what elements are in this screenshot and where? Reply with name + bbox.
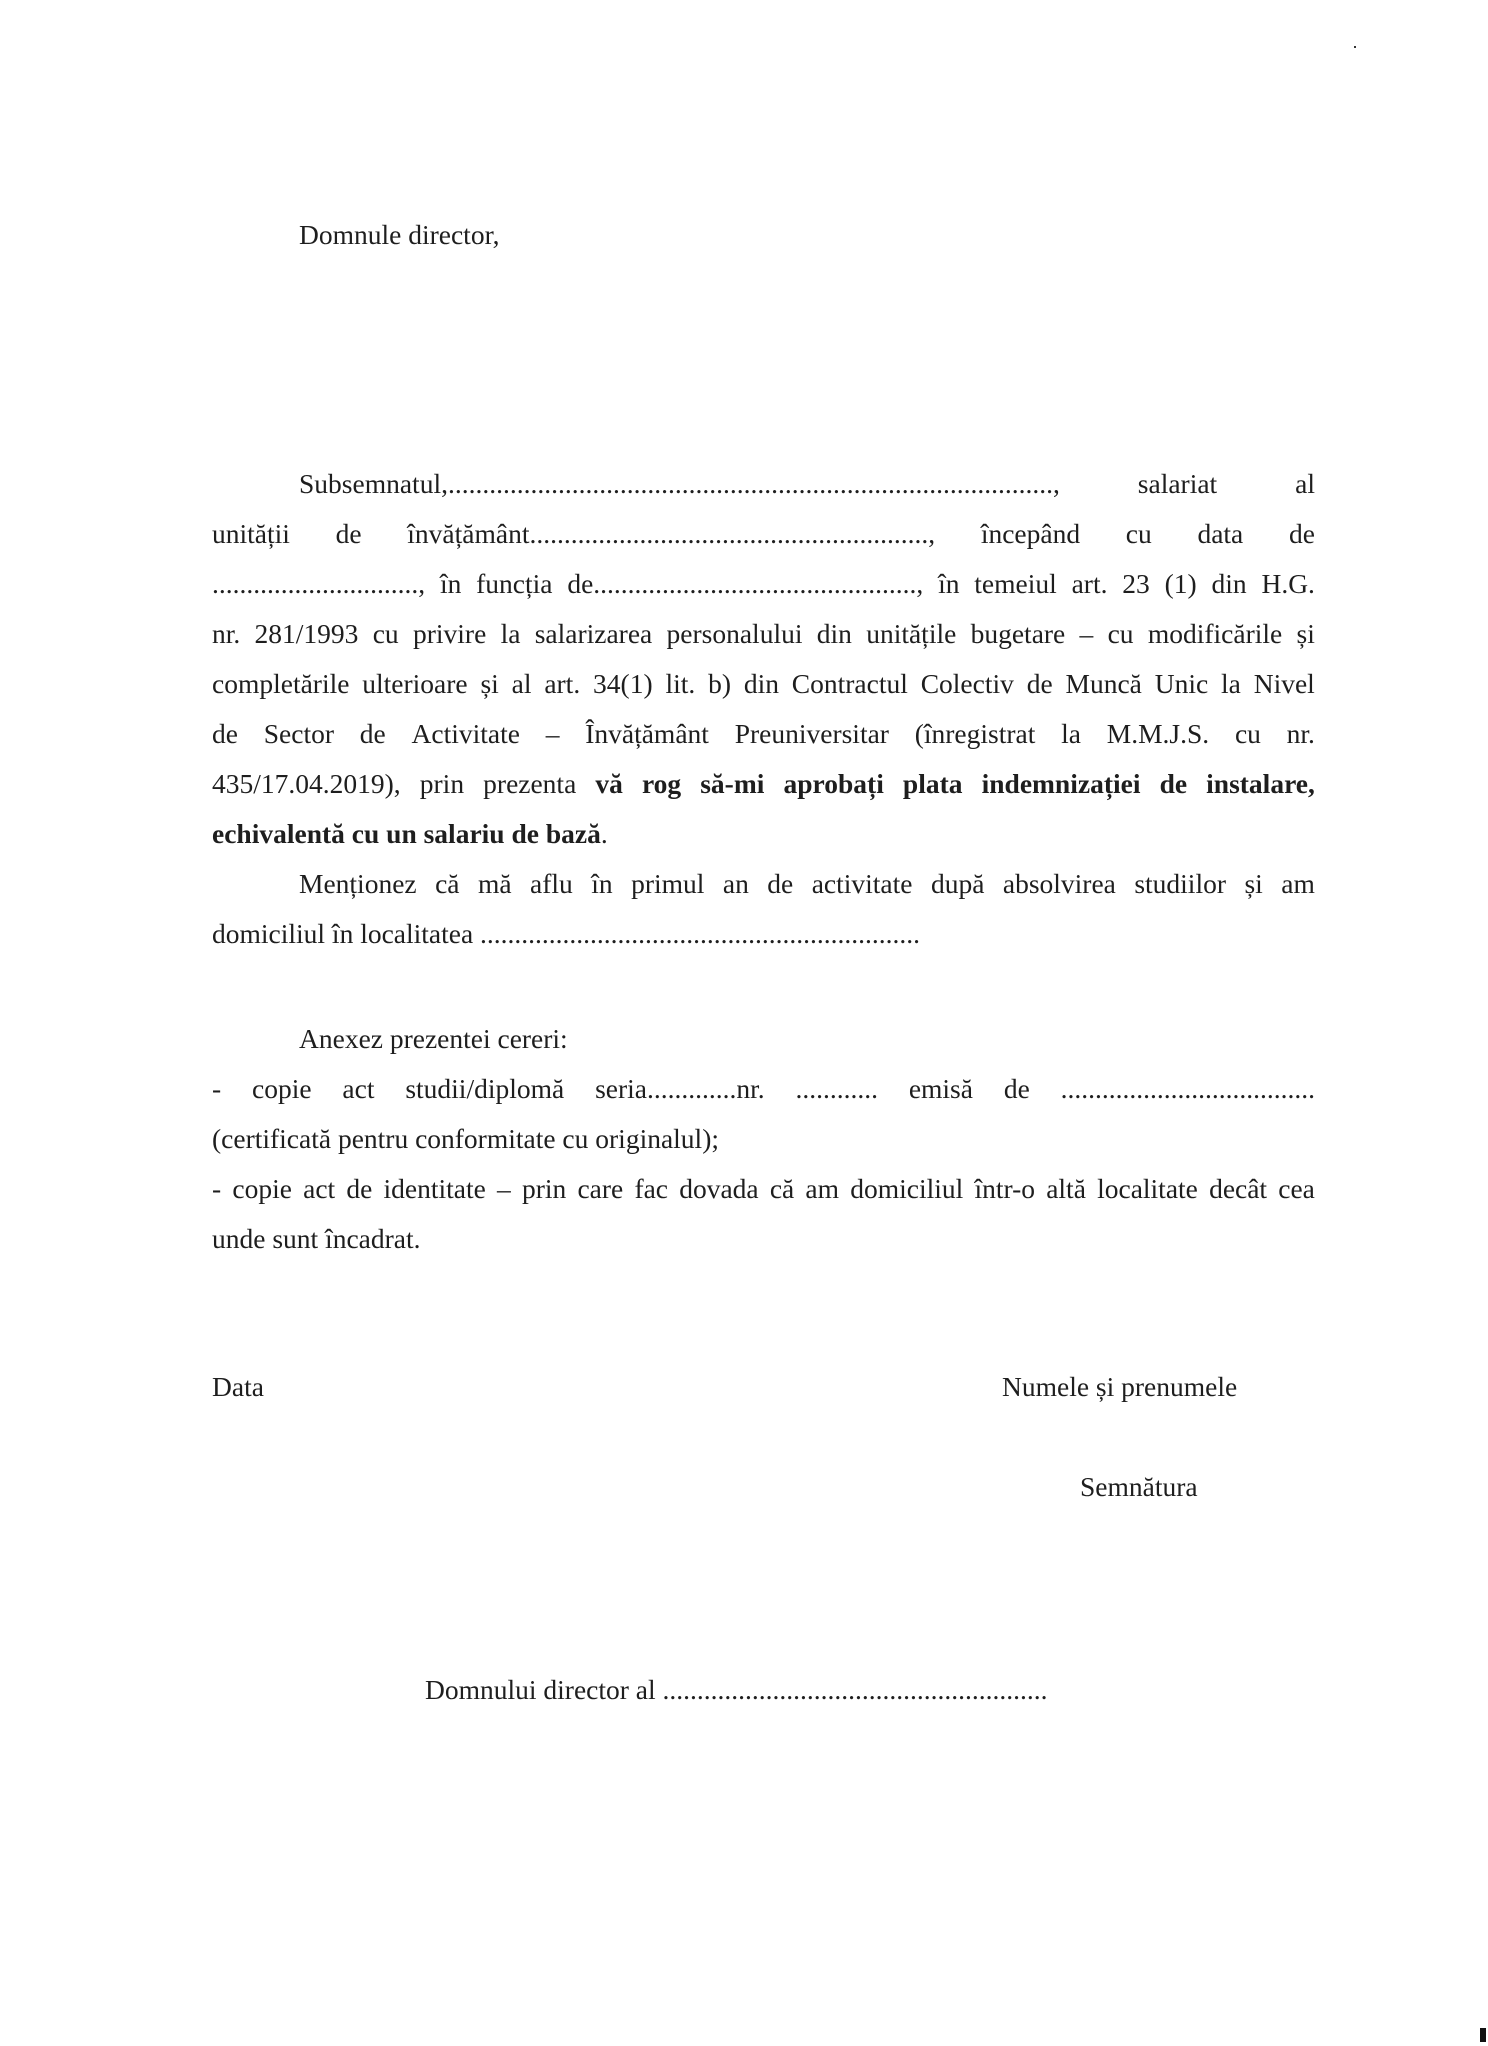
word: al: [511, 668, 532, 699]
word: primul: [631, 868, 705, 899]
word: nr.: [1286, 718, 1315, 749]
body-line-2: [212, 517, 1315, 551]
word: de: [767, 868, 794, 899]
word: Învățământ: [585, 718, 709, 749]
word: 435/17.04.2019),: [212, 768, 401, 799]
word: –: [545, 718, 560, 749]
word: Colectiv: [920, 668, 1014, 699]
annex-item-1-cont: (certificată pentru conformitate cu originalul);: [212, 1123, 719, 1154]
word: temeiul: [974, 568, 1057, 599]
word: cea: [1278, 1173, 1315, 1204]
word: decât: [1209, 1173, 1268, 1204]
word: Sector: [263, 718, 334, 749]
word: din: [743, 668, 779, 699]
scan-edge-mark: [1480, 2028, 1486, 2042]
word: an: [722, 868, 749, 899]
word: învățământ..........................................................,: [407, 518, 936, 549]
word: în: [439, 568, 462, 599]
body-line-8: [212, 817, 608, 851]
word: 281/1993: [254, 618, 359, 649]
body-line-1: [299, 467, 1315, 501]
word: în: [591, 868, 613, 899]
word: aflu: [530, 868, 573, 899]
word: domiciliul: [850, 1173, 964, 1204]
word: de: [359, 718, 386, 749]
word: (înregistrat: [914, 718, 1036, 749]
word: H.G.: [1261, 568, 1315, 599]
word: ulterioare: [362, 668, 468, 699]
word: 23: [1122, 568, 1150, 599]
word: Nivel: [1253, 668, 1315, 699]
word: din: [816, 618, 852, 649]
body-line-3: [212, 567, 1315, 601]
word: vă: [595, 768, 623, 799]
word: cu: [1107, 618, 1134, 649]
word: dovada: [679, 1173, 759, 1204]
annex-heading: Anexez prezentei cereri:: [299, 1023, 568, 1054]
word: art.: [544, 668, 581, 699]
word: studiilor: [1134, 868, 1226, 899]
word: Preuniversitar: [734, 718, 889, 749]
word: copie: [252, 1073, 312, 1104]
mention-line-2: domiciliul în localitatea ................................................................: [212, 918, 921, 949]
word: fac: [634, 1173, 669, 1204]
word: Activitate: [411, 718, 520, 749]
word: funcția: [476, 568, 553, 599]
word: absolvirea: [1002, 868, 1116, 899]
word: de: [346, 1173, 373, 1204]
word: M.M.J.S.: [1106, 718, 1210, 749]
word: seria.............nr.: [595, 1073, 765, 1104]
word: de: [335, 518, 362, 549]
word: după: [930, 868, 985, 899]
word: localitate: [1097, 1173, 1198, 1204]
word: emisă: [908, 1073, 973, 1104]
word: să-mi: [700, 768, 765, 799]
word: cu: [1125, 518, 1152, 549]
word: de: [1288, 518, 1315, 549]
request-emphasis: echivalentă cu un salariu de bază: [212, 818, 601, 849]
signature-label: Semnătura: [1080, 1471, 1198, 1502]
word: bugetare: [970, 618, 1066, 649]
word: data: [1197, 518, 1244, 549]
word: .....................................: [1060, 1073, 1315, 1104]
word: Muncă: [1065, 668, 1142, 699]
word: aprobați: [783, 768, 884, 799]
word: 34(1): [593, 668, 653, 699]
word: care: [577, 1173, 624, 1204]
body-line-8-tail: .: [600, 818, 608, 849]
word: la: [1061, 718, 1081, 749]
word: (1): [1164, 568, 1197, 599]
word: prezenta: [483, 768, 577, 799]
word: -: [212, 1073, 222, 1104]
word: de: [212, 718, 238, 749]
word: am: [805, 1173, 840, 1204]
word: altă: [1046, 1173, 1086, 1204]
word: mă: [477, 868, 512, 899]
annex-item-1: [212, 1072, 1315, 1106]
word: completările: [212, 668, 350, 699]
word: într-o: [974, 1173, 1036, 1204]
word: copie: [232, 1173, 292, 1204]
word: prin: [521, 1173, 567, 1204]
scan-speck: [1354, 46, 1356, 48]
word: identitate: [383, 1173, 486, 1204]
body-line-5: [212, 667, 1315, 701]
word: activitate: [811, 868, 913, 899]
word: că: [435, 868, 460, 899]
addressee-line: Domnului director al ........................................................: [425, 1674, 1048, 1705]
word: de...............................................,: [567, 568, 924, 599]
body-line-6: [212, 717, 1315, 751]
greeting: Domnule director,: [299, 219, 500, 250]
name-label: Numele și prenumele: [1002, 1371, 1238, 1402]
word: și: [1244, 868, 1263, 899]
word: al: [1295, 468, 1315, 499]
word: Contractul: [791, 668, 908, 699]
word: de: [1026, 668, 1053, 699]
word: am: [1281, 868, 1315, 899]
word: prin: [419, 768, 465, 799]
word: art.: [1071, 568, 1108, 599]
word: instalare,: [1206, 768, 1315, 799]
word: salariat: [1137, 468, 1218, 499]
word: din: [1211, 568, 1247, 599]
word: că: [769, 1173, 795, 1204]
word: unității: [212, 518, 290, 549]
word: privire: [412, 618, 487, 649]
word: cu: [372, 618, 399, 649]
word: de: [1003, 1073, 1030, 1104]
annex-item-2-cont: unde sunt încadrat.: [212, 1223, 421, 1254]
word: indemnizației: [981, 768, 1141, 799]
word: unitățile: [866, 618, 957, 649]
word: –: [497, 1173, 511, 1204]
annex-item-2: [212, 1172, 1315, 1206]
word: ............: [795, 1073, 878, 1104]
word: Unic: [1154, 668, 1209, 699]
word: salarizarea: [534, 618, 653, 649]
word: b): [708, 668, 731, 699]
word: -: [212, 1173, 222, 1204]
word: studii/diplomă: [405, 1073, 565, 1104]
word: ..............................,: [212, 568, 426, 599]
date-label: Data: [212, 1371, 264, 1402]
word: lit.: [665, 668, 696, 699]
word: modificările: [1147, 618, 1283, 649]
word: și: [480, 668, 499, 699]
body-line-7: [212, 767, 1315, 801]
word: rog: [641, 768, 682, 799]
word: cu: [1234, 718, 1261, 749]
word: de: [1159, 768, 1188, 799]
word: act: [303, 1173, 336, 1204]
word: și: [1296, 618, 1315, 649]
word: Subsemnatul,........................................................................................,: [299, 468, 1060, 499]
word: la: [500, 618, 521, 649]
word: începând: [980, 518, 1081, 549]
body-line-4: [212, 617, 1315, 651]
word: în: [938, 568, 960, 599]
mention-line-1: [299, 867, 1315, 901]
word: la: [1221, 668, 1241, 699]
word: act: [342, 1073, 375, 1104]
word: nr.: [212, 618, 241, 649]
word: Menționez: [299, 868, 417, 899]
word: plata: [902, 768, 963, 799]
word: –: [1079, 618, 1094, 649]
word: personalului: [666, 618, 803, 649]
